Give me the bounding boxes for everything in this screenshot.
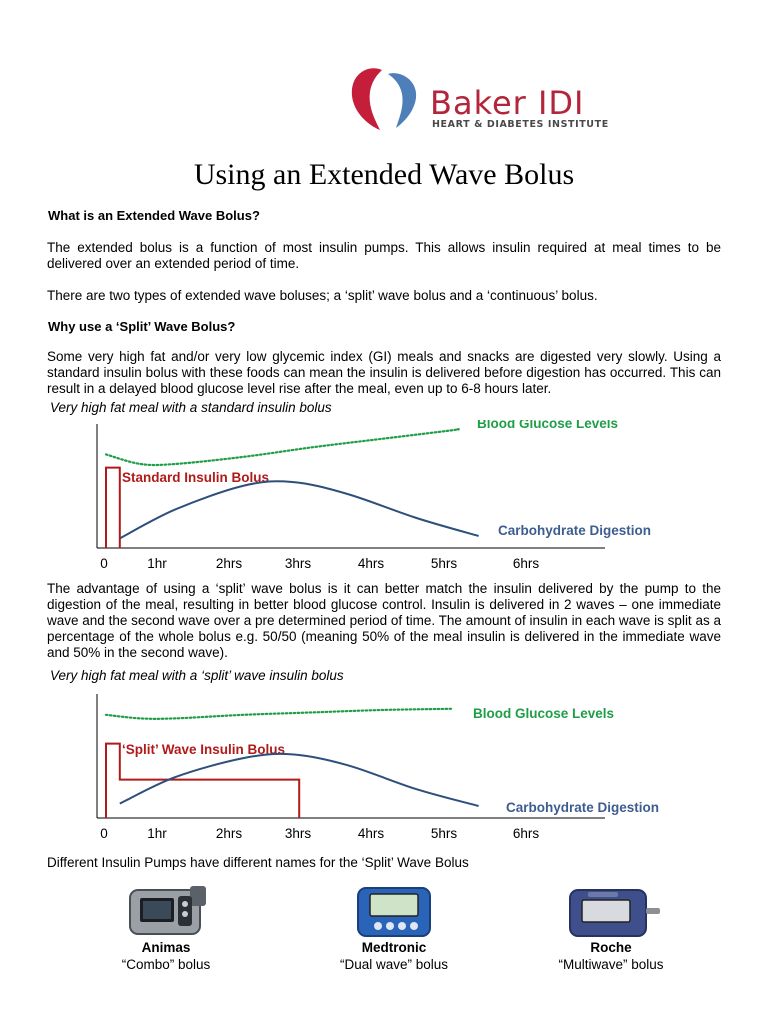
section-heading-why: Why use a ‘Split’ Wave Bolus? xyxy=(48,319,236,334)
pump-bolus-animas: “Combo” bolus xyxy=(121,957,211,972)
chart2-series-label: ‘Split’ Wave Insulin Bolus xyxy=(122,742,286,757)
paragraph-two-types: There are two types of extended wave boluses; a ‘split’ wave bolus and a ‘continuous’ bolus. xyxy=(47,288,598,303)
chart1-series-0 xyxy=(106,429,459,465)
chart2-tick-label: 4hrs xyxy=(357,826,385,841)
chart1-tick-label: 6hrs xyxy=(512,556,540,571)
chart-standard-bolus xyxy=(0,420,768,580)
animas-pump-icon xyxy=(128,882,210,940)
pump-name-medtronic: Medtronic xyxy=(361,940,427,955)
chart1-tick-label: 4hrs xyxy=(357,556,385,571)
chart2-tick-label: 1hr xyxy=(147,826,167,841)
logo-subtitle: HEART & DIABETES INSTITUTE xyxy=(432,119,609,130)
chart1-series-label: Standard Insulin Bolus xyxy=(122,470,270,485)
section-heading-what: What is an Extended Wave Bolus? xyxy=(48,208,260,223)
chart2-series-label: Blood Glucose Levels xyxy=(473,706,615,721)
chart2-caption: Very high fat meal with a ‘split’ wave insulin bolus xyxy=(50,668,344,683)
paragraph-extended-bolus: The extended bolus is a function of most insulin pumps. This allows insulin required at meal times to be delivered over an extended period of time. xyxy=(47,240,721,271)
chart2-tick-label: 3hrs xyxy=(284,826,312,841)
chart2-tick-label: 5hrs xyxy=(430,826,458,841)
chart2-series-0 xyxy=(106,709,451,719)
chart1-series-label: Carbohydrate Digestion xyxy=(498,523,652,538)
paragraph-advantage: The advantage of using a ‘split’ wave bolus is it can better match the insulin delivered by the pump to the digestion of the meal, resulting in better blood glucose control. Insulin is delivered in 2 waves – one immediate wave and the second wave over a pre determined period of time. The amount of insulin in each wave is split as a percentage of the whole bolus e.g. 50/50 (meaning 50% of the meal insulin is delivered in the immediate wave and 50% in the second wave). xyxy=(47,581,721,660)
chart1-tick-label: 3hrs xyxy=(284,556,312,571)
chart2-tick-label: 2hrs xyxy=(215,826,243,841)
heart-logo-icon xyxy=(348,66,424,132)
medtronic-pump-icon xyxy=(356,884,432,940)
chart1-caption: Very high fat meal with a standard insulin bolus xyxy=(50,400,332,415)
chart2-tick-label: 6hrs xyxy=(512,826,540,841)
pump-bolus-medtronic: “Dual wave” bolus xyxy=(339,957,449,972)
roche-pump-icon xyxy=(566,882,662,942)
chart1-tick-label: 2hrs xyxy=(215,556,243,571)
paragraph-high-fat: Some very high fat and/or very low glycemic index (GI) meals and snacks are digested very slowly. Using a standard insulin bolus with these foods can mean the insulin is delivered before digestion has occurred. This can result in a delayed blood glucose level rise after the meal, even up to 6-8 hours later. xyxy=(47,349,721,396)
chart1-series-label: Blood Glucose Levels xyxy=(477,420,619,431)
chart1-tick-label: 0 xyxy=(100,556,108,571)
pump-name-animas: Animas xyxy=(141,940,191,955)
chart1-tick-label: 1hr xyxy=(147,556,167,571)
chart1-tick-label: 5hrs xyxy=(430,556,458,571)
chart-split-bolus xyxy=(0,690,768,850)
chart2-tick-label: 0 xyxy=(100,826,108,841)
logo-name: Baker IDI xyxy=(430,84,585,122)
pumps-intro: Different Insulin Pumps have different names for the ‘Split’ Wave Bolus xyxy=(47,855,469,870)
chart1-series-1 xyxy=(106,468,120,548)
chart1-series-2 xyxy=(120,481,479,538)
pump-bolus-roche: “Multiwave” bolus xyxy=(558,957,664,972)
page-title: Using an Extended Wave Bolus xyxy=(193,158,575,191)
chart2-series-label: Carbohydrate Digestion xyxy=(506,800,660,815)
pump-name-roche: Roche xyxy=(590,940,632,955)
